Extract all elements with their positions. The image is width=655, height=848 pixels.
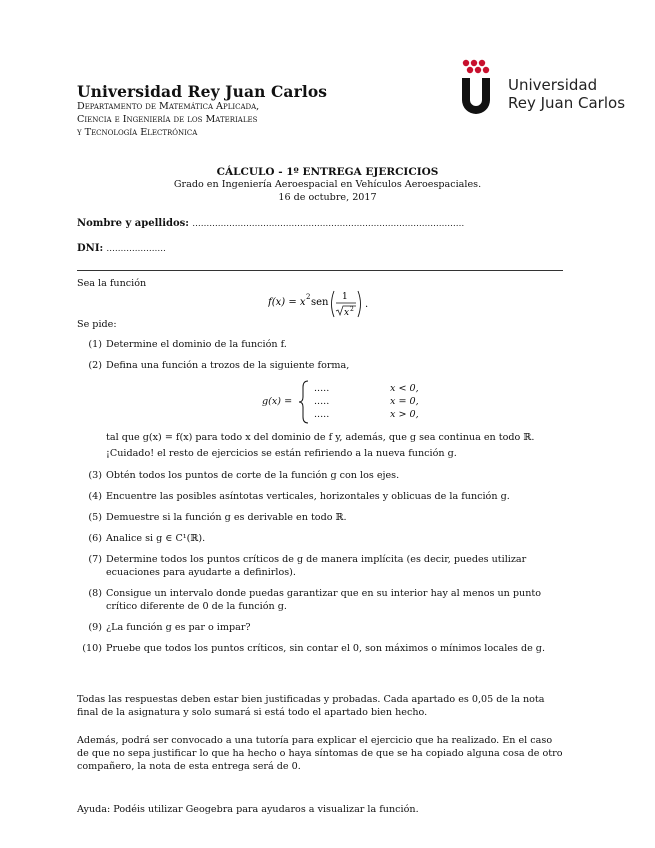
piecewise-condition-text: tal que g(x) = f(x) para todo x del dominio de f y, además, que g sea continua en todo ℝ. — [106, 432, 535, 443]
item-number: (3) — [88, 470, 102, 481]
degree-name: Grado en Ingeniería Aeroespacial en Vehículos Aeroespaciales. — [173, 179, 482, 190]
logo-line-2: Rey Juan Carlos — [508, 94, 626, 112]
piecewise-cond: x = 0, — [390, 396, 419, 407]
piecewise-value: ..... — [314, 396, 330, 407]
formula-svg — [268, 287, 378, 321]
logo-wordmark — [508, 76, 625, 112]
left-brace-icon — [298, 380, 310, 424]
exam-title: CÁLCULO - 1º ENTREGA EJERCICIOS — [216, 166, 439, 178]
piecewise-cond: x > 0, — [390, 409, 419, 420]
item-number: (9) — [88, 622, 102, 633]
urjc-emblem-icon — [458, 58, 502, 116]
item-text: Encuentre las posibles asíntotas verticales, horizontales y oblicuas de la función g. — [106, 491, 510, 502]
item-text: Demuestre si la función g es derivable en todo ℝ. — [106, 512, 347, 523]
exam-date: 16 de octubre, 2017 — [278, 192, 377, 203]
university-logo — [458, 58, 628, 118]
grading-note: Todas las respuestas deben estar bien justificadas y probadas. Cada apartado es 0,05 de la nota final de la asignatura y solo sumará si está todo el apartado bien hecho. — [77, 694, 545, 718]
formula-numerator: 1 — [342, 292, 348, 302]
formula-denominator: x — [344, 308, 350, 318]
piecewise-row-2 — [314, 396, 419, 407]
item-text: Obtén todos los puntos de corte de la función g con los ejes. — [106, 470, 400, 481]
formula-den-exp: 2 — [350, 306, 354, 313]
item-number: (7) — [88, 554, 102, 565]
formula-func: sen — [311, 297, 329, 308]
item-number: (10) — [82, 643, 102, 654]
item-text: Determine todos los puntos críticos de g de manera implícita (es decir, puedes utilizar ecuaciones para ayudarte a definirlos). — [106, 554, 527, 578]
help-note: Ayuda: Podéis utilizar Geogebra para ayudaros a visualizar la función. — [77, 804, 419, 815]
piecewise-cond: x < 0, — [390, 383, 419, 394]
piecewise-value: ..... — [314, 383, 330, 394]
name-field[interactable] — [77, 218, 464, 229]
svg-text:.: . — [365, 299, 369, 310]
dni-label: DNI: — [77, 243, 104, 254]
piecewise-lhs: g(x) = — [262, 396, 293, 407]
name-label: Nombre y apellidos: — [77, 218, 190, 229]
item-number: (5) — [88, 512, 102, 523]
se-pide: Se pide: — [77, 319, 117, 330]
piecewise-row-1 — [314, 383, 419, 394]
item-number: (1) — [88, 339, 102, 350]
name-blank: …………………………………………………………………………………… — [192, 219, 465, 229]
warning-text: ¡Cuidado! el resto de ejercicios se están refiriendo a la nueva función g. — [106, 448, 457, 459]
piecewise-value: ..... — [314, 409, 330, 420]
item-number: (6) — [88, 533, 102, 544]
divider — [77, 270, 563, 271]
item-text: ¿La función g es par o impar? — [106, 622, 251, 633]
item-text: Determine el dominio de la función f. — [106, 339, 287, 350]
dni-field[interactable] — [77, 243, 166, 254]
formula-exp: 2 — [306, 293, 311, 301]
statement-intro: Sea la función — [77, 278, 147, 289]
tutoring-note: Además, podrá ser convocado a una tutoría para explicar el ejercicio que ha realizado. En el caso de que no sepa justificar lo que ha hecho o haya síntomas de que se ha copiado alguna cosa de otro compañero, la nota de esta entrega será de 0. — [77, 735, 563, 772]
function-formula — [268, 287, 378, 324]
logo-line-1: Universidad — [508, 76, 598, 94]
item-text: Defina una función a trozos de la siguiente forma, — [106, 360, 350, 371]
department-line-3: y Tecnología Electrónica — [77, 127, 198, 138]
item-number: (4) — [88, 491, 102, 502]
department-line-2: Ciencia e Ingeniería de los Materiales — [77, 114, 258, 125]
dni-blank: ………………… — [106, 244, 166, 254]
item-text: Consigue un intervalo donde puedas garantizar que en su interior hay al menos un punto crítico diferente de 0 de la función g. — [106, 588, 542, 612]
item-text: Analice si g ∈ C¹(ℝ). — [106, 533, 206, 544]
department-line-1: Departamento de Matemática Aplicada, — [77, 101, 260, 112]
formula-lhs: f(x) = x — [268, 297, 306, 308]
university-title: Universidad Rey Juan Carlos — [77, 82, 328, 101]
item-number: (8) — [88, 588, 102, 599]
item-number: (2) — [88, 360, 102, 371]
piecewise-row-3 — [314, 409, 419, 420]
item-text: Pruebe que todos los puntos críticos, sin contar el 0, son máximos o mínimos locales de g. — [106, 643, 546, 654]
